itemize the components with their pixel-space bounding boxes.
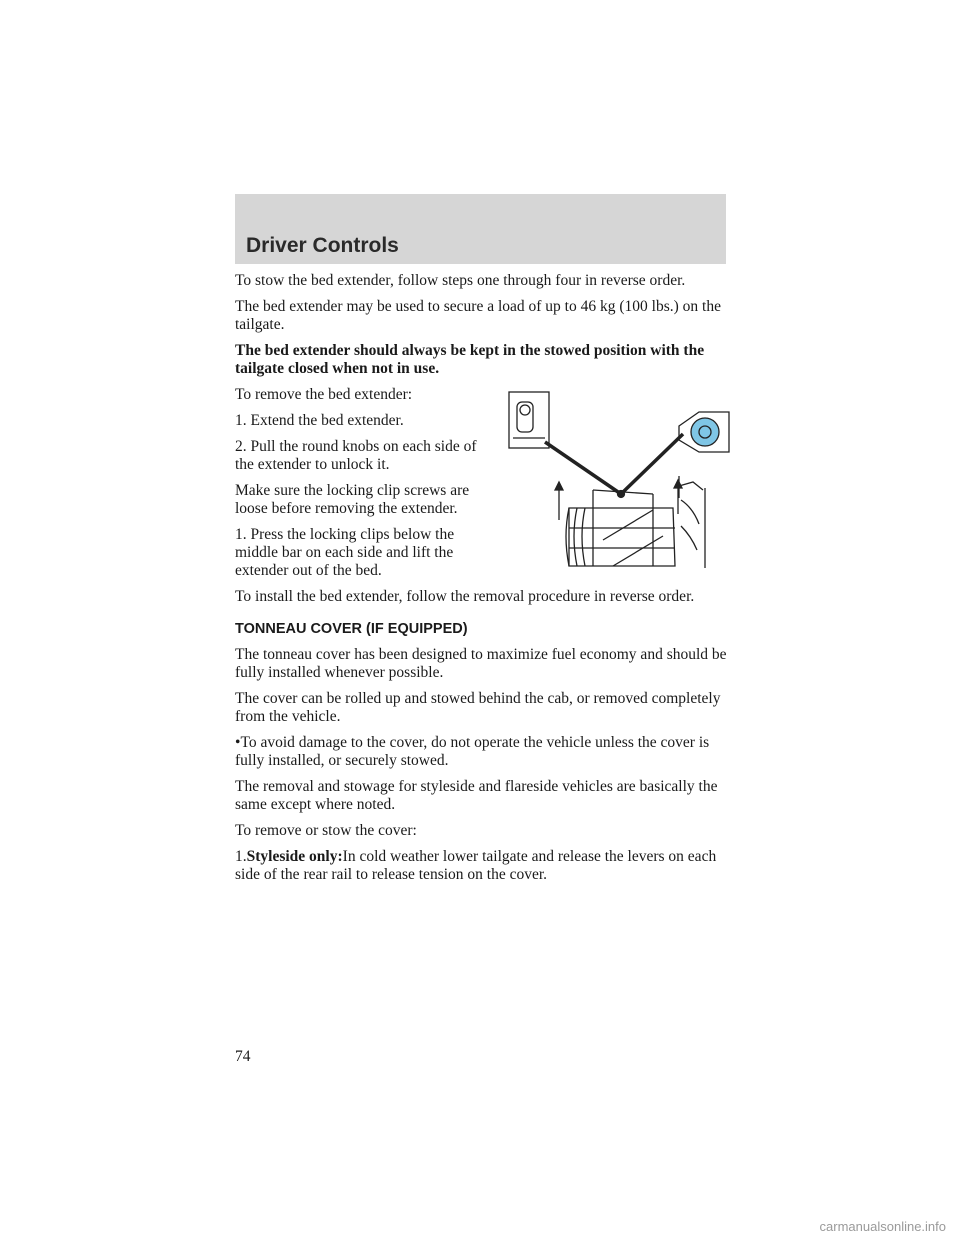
note-paragraph: Make sure the locking clip screws are loose before removing the extender. <box>235 482 470 517</box>
step-item: 1. Extend the bed extender. <box>235 412 404 429</box>
warning-paragraph: The bed extender should always be kept in the stowed position with the tailgate closed when not in use. <box>235 342 705 377</box>
bed-extender-illustration <box>503 390 731 568</box>
paragraph: The bed extender may be used to secure a load of up to 46 kg (100 lbs.) on the tailgate. <box>235 298 721 333</box>
page-number: 74 <box>235 1048 251 1065</box>
step-item <box>235 848 730 884</box>
step-item: 2. Pull the round knobs on each side of the extender to unlock it. <box>235 438 477 473</box>
page-content <box>235 272 730 892</box>
bullet-text: To avoid damage to the cover, do not operate the vehicle unless the cover is fully installed, or securely stowed. <box>235 734 710 769</box>
paragraph: The cover can be rolled up and stowed behind the cab, or removed completely from the vehicle. <box>235 690 721 725</box>
bullet-item <box>235 734 730 770</box>
paragraph: The removal and stowage for styleside and flareside vehicles are basically the same except where noted. <box>235 778 718 813</box>
paragraph: To install the bed extender, follow the removal procedure in reverse order. <box>235 588 695 605</box>
paragraph: To remove the bed extender: <box>235 386 413 403</box>
step-text: In cold weather lower tailgate and release the levers on each side of the rear rail to release tension on the cover. <box>235 848 717 883</box>
step-number: 1. <box>235 848 247 865</box>
bullet-marker: • <box>235 734 241 751</box>
step-item: 1. Press the locking clips below the middle bar on each side and lift the extender out of the bed. <box>235 526 455 579</box>
watermark: carmanualsonline.info <box>819 1219 946 1234</box>
paragraph: The tonneau cover has been designed to maximize fuel economy and should be fully installed whenever possible. <box>235 646 727 681</box>
paragraph: To stow the bed extender, follow steps one through four in reverse order. <box>235 272 686 289</box>
section-heading: TONNEAU COVER (IF EQUIPPED) <box>235 621 468 637</box>
header-band <box>235 194 726 264</box>
steps-column <box>235 412 490 580</box>
page-title: Driver Controls <box>246 234 399 257</box>
paragraph: To remove or stow the cover: <box>235 822 417 839</box>
step-label: Styleside only: <box>246 848 343 865</box>
removal-steps-block <box>235 386 730 580</box>
